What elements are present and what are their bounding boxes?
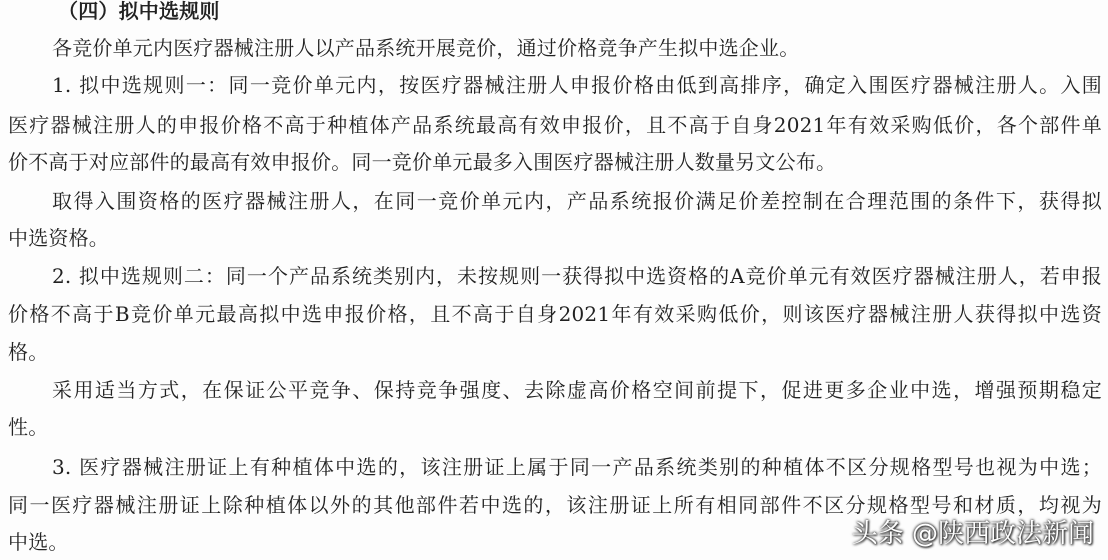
paragraph-line: 1. 拟中选规则一：同一竞价单元内，按医疗器械注册人申报价格由低到高排序，确定入围医疗器械注册人。入围	[52, 73, 1102, 97]
paragraph-line: 2. 拟中选规则二：同一个产品系统类别内，未按规则一获得拟中选资格的A竞价单元有效医疗器械注册人，若申报	[52, 264, 1102, 288]
paragraph-line: 取得入围资格的医疗器械注册人，在同一竞价单元内，产品系统报价满足价差控制在合理范围的条件下，获得拟	[52, 189, 1102, 213]
paragraph-line: 中选资格。	[8, 226, 109, 250]
paragraph-line: 价格不高于B竞价单元最高拟中选申报价格，且不高于自身2021年有效采购低价，则该医疗器械注册人获得拟中选资	[8, 302, 1102, 326]
paragraph-line: 医疗器械注册人的申报价格不高于种植体产品系统最高有效申报价，且不高于自身2021年有效采购低价，各个部件单	[8, 113, 1102, 137]
paragraph-line: 同一医疗器械注册证上除种植体以外的其他部件若中选的，该注册证上所有相同部件不区分规格型号和材质，均视为	[8, 493, 1102, 517]
paragraph-line: 各竞价单元内医疗器械注册人以产品系统开展竞价，通过价格竞争产生拟中选企业。	[52, 36, 800, 60]
section-heading: （四）拟中选规则	[58, 0, 220, 23]
paragraph-line: 3. 医疗器械注册证上有种植体中选的，该注册证上属于同一产品系统类别的种植体不区分规格型号也视为中选；	[52, 455, 1102, 479]
paragraph-line: 性。	[8, 415, 49, 439]
paragraph-line: 中选。	[8, 530, 69, 554]
watermark-label: 头条 @陕西政法新闻	[851, 519, 1094, 549]
paragraph-line: 价不高于对应部件的最高有效申报价。同一竞价单元最多入围医疗器械注册人数量另文公布。	[8, 150, 837, 174]
paragraph-line: 采用适当方式，在保证公平竞争、保持竞争强度、去除虚高价格空间前提下，促进更多企业中选，增强预期稳定	[52, 378, 1102, 402]
paragraph-line: 格。	[8, 340, 49, 364]
